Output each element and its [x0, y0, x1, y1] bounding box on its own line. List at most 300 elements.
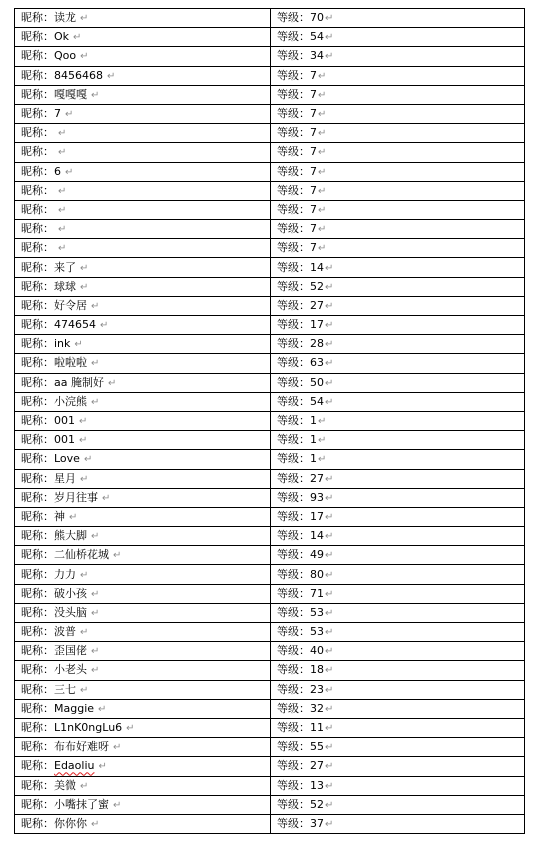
nickname-cell[interactable] [15, 181, 271, 200]
level-label: 等级： [277, 548, 310, 562]
level-cell[interactable] [271, 488, 525, 507]
level-value: 80 [310, 567, 324, 581]
level-value: 7 [310, 68, 317, 82]
paragraph-mark-icon: ↵ [58, 185, 67, 197]
level-label: 等级： [277, 644, 310, 658]
level-label: 等级： [277, 682, 310, 696]
nickname-cell[interactable] [15, 507, 271, 526]
nickname-label: 昵称： [21, 394, 54, 408]
paragraph-mark-icon: ↵ [113, 799, 122, 811]
paragraph-mark-icon: ↵ [325, 703, 334, 715]
nickname-value: 三七 [54, 682, 76, 696]
nickname-value: 474654 [54, 318, 96, 332]
table-row [15, 143, 525, 162]
paragraph-mark-icon: ↵ [325, 723, 334, 735]
level-value: 27 [310, 471, 324, 485]
level-label: 等级： [277, 164, 310, 178]
table-row [15, 316, 525, 335]
nickname-label: 昵称： [21, 471, 54, 485]
level-value: 17 [310, 509, 324, 523]
nickname-cell[interactable] [15, 469, 271, 488]
level-label: 等级： [277, 30, 310, 44]
level-label: 等级： [277, 126, 310, 140]
paragraph-mark-icon: ↵ [325, 492, 334, 504]
paragraph-mark-icon: ↵ [318, 204, 327, 216]
level-label: 等级： [277, 375, 310, 389]
nickname-cell[interactable] [15, 47, 271, 66]
paragraph-mark-icon: ↵ [80, 281, 89, 293]
level-cell[interactable] [271, 277, 525, 296]
level-label: 等级： [277, 279, 310, 293]
paragraph-mark-icon: ↵ [318, 416, 327, 428]
table-row [15, 757, 525, 776]
table-row [15, 565, 525, 584]
level-cell[interactable] [271, 507, 525, 526]
level-value: 55 [310, 740, 324, 754]
nickname-label: 昵称： [21, 49, 54, 63]
level-cell[interactable] [271, 680, 525, 699]
level-value: 70 [310, 11, 324, 25]
nickname-cell[interactable] [15, 124, 271, 143]
level-label: 等级： [277, 318, 310, 332]
nickname-value: ink [54, 337, 71, 351]
nickname-cell[interactable] [15, 527, 271, 546]
nickname-label: 昵称： [21, 548, 54, 562]
nickname-value: 啦啦啦 [54, 356, 87, 370]
nickname-label: 昵称： [21, 318, 54, 332]
paragraph-mark-icon: ↵ [318, 435, 327, 447]
level-value: 7 [310, 87, 317, 101]
nickname-value: 001 [54, 433, 75, 447]
paragraph-mark-icon: ↵ [91, 396, 100, 408]
level-label: 等级： [277, 567, 310, 581]
paragraph-mark-icon: ↵ [325, 588, 334, 600]
level-label: 等级： [277, 586, 310, 600]
level-cell[interactable] [271, 85, 525, 104]
level-cell[interactable] [271, 565, 525, 584]
level-cell[interactable] [271, 469, 525, 488]
level-label: 等级： [277, 145, 310, 159]
level-label: 等级： [277, 202, 310, 216]
level-cell[interactable] [271, 316, 525, 335]
nickname-value: 球球 [54, 279, 76, 293]
nickname-cell[interactable] [15, 795, 271, 814]
nickname-label: 昵称： [21, 509, 54, 523]
level-label: 等级： [277, 471, 310, 485]
nickname-value: Qoo [54, 49, 77, 63]
level-cell[interactable] [271, 200, 525, 219]
paragraph-mark-icon: ↵ [79, 416, 88, 428]
level-cell[interactable] [271, 104, 525, 123]
paragraph-mark-icon: ↵ [325, 742, 334, 754]
nickname-cell[interactable] [15, 661, 271, 680]
paragraph-mark-icon: ↵ [91, 818, 100, 830]
nickname-value: 美微 [54, 778, 76, 792]
level-label: 等级： [277, 433, 310, 447]
level-cell[interactable] [271, 411, 525, 430]
level-value: 1 [310, 414, 317, 428]
table-row [15, 718, 525, 737]
table-row [15, 431, 525, 450]
level-label: 等级： [277, 241, 310, 255]
level-label: 等级： [277, 49, 310, 63]
nickname-cell[interactable] [15, 680, 271, 699]
nickname-label: 昵称： [21, 433, 54, 447]
paragraph-mark-icon: ↵ [91, 646, 100, 658]
nickname-value: 读龙 [54, 11, 76, 25]
level-value: 71 [310, 586, 324, 600]
paragraph-mark-icon: ↵ [58, 147, 67, 159]
nickname-value: Edaoliu [54, 759, 95, 773]
nickname-label: 昵称： [21, 452, 54, 466]
table-row [15, 392, 525, 411]
nickname-value: L1nK0ngLu6 [54, 721, 123, 735]
paragraph-mark-icon: ↵ [80, 627, 89, 639]
table-row [15, 795, 525, 814]
level-cell[interactable] [271, 9, 525, 28]
paragraph-mark-icon: ↵ [80, 569, 89, 581]
level-cell[interactable] [271, 162, 525, 181]
nickname-cell[interactable] [15, 565, 271, 584]
level-label: 等级： [277, 107, 310, 121]
nickname-cell[interactable] [15, 776, 271, 795]
nickname-cell[interactable] [15, 757, 271, 776]
level-cell[interactable] [271, 220, 525, 239]
nickname-cell[interactable] [15, 718, 271, 737]
nickname-cell[interactable] [15, 354, 271, 373]
nickname-value: 神 [54, 509, 65, 523]
level-value: 53 [310, 605, 324, 619]
nickname-label: 昵称： [21, 164, 54, 178]
paragraph-mark-icon: ↵ [100, 320, 109, 332]
paragraph-mark-icon: ↵ [113, 550, 122, 562]
level-cell[interactable] [271, 373, 525, 392]
level-cell[interactable] [271, 124, 525, 143]
level-value: 7 [310, 222, 317, 236]
table-row [15, 623, 525, 642]
level-value: 14 [310, 529, 324, 543]
nickname-cell[interactable] [15, 623, 271, 642]
level-cell[interactable] [271, 546, 525, 565]
paragraph-mark-icon: ↵ [325, 262, 334, 274]
paragraph-mark-icon: ↵ [65, 166, 74, 178]
table-row [15, 584, 525, 603]
table-row [15, 162, 525, 181]
paragraph-mark-icon: ↵ [80, 780, 89, 792]
level-value: 7 [310, 241, 317, 255]
nickname-value: 你你你 [54, 816, 87, 830]
level-cell[interactable] [271, 431, 525, 450]
level-label: 等级： [277, 490, 310, 504]
paragraph-mark-icon: ↵ [91, 588, 100, 600]
paragraph-mark-icon: ↵ [318, 109, 327, 121]
level-cell[interactable] [271, 296, 525, 315]
nickname-label: 昵称： [21, 490, 54, 504]
level-cell[interactable] [271, 699, 525, 718]
level-cell[interactable] [271, 335, 525, 354]
nickname-label: 昵称： [21, 107, 54, 121]
nickname-value: 星月 [54, 471, 76, 485]
nickname-label: 昵称： [21, 222, 54, 236]
nickname-label: 昵称： [21, 663, 54, 677]
nickname-cell[interactable] [15, 239, 271, 258]
nickname-label: 昵称： [21, 605, 54, 619]
nickname-cell[interactable] [15, 85, 271, 104]
level-cell[interactable] [271, 584, 525, 603]
level-label: 等级： [277, 509, 310, 523]
level-label: 等级： [277, 356, 310, 370]
paragraph-mark-icon: ↵ [325, 511, 334, 523]
table-row [15, 814, 525, 833]
nickname-label: 昵称： [21, 183, 54, 197]
nickname-cell[interactable] [15, 738, 271, 757]
level-cell[interactable] [271, 738, 525, 757]
level-value: 1 [310, 452, 317, 466]
level-value: 14 [310, 260, 324, 274]
nickname-cell[interactable] [15, 546, 271, 565]
level-cell[interactable] [271, 392, 525, 411]
paragraph-mark-icon: ↵ [325, 339, 334, 351]
nickname-cell[interactable] [15, 296, 271, 315]
paragraph-mark-icon: ↵ [325, 627, 334, 639]
table-row [15, 680, 525, 699]
paragraph-mark-icon: ↵ [58, 224, 67, 236]
paragraph-mark-icon: ↵ [318, 166, 327, 178]
level-cell[interactable] [271, 623, 525, 642]
nickname-label: 昵称： [21, 682, 54, 696]
level-cell[interactable] [271, 527, 525, 546]
nickname-cell[interactable] [15, 277, 271, 296]
level-value: 17 [310, 318, 324, 332]
level-cell[interactable] [271, 181, 525, 200]
table-row [15, 85, 525, 104]
table-row [15, 527, 525, 546]
nickname-label: 昵称： [21, 260, 54, 274]
level-label: 等级： [277, 759, 310, 773]
nickname-cell[interactable] [15, 220, 271, 239]
paragraph-mark-icon: ↵ [73, 32, 82, 44]
paragraph-mark-icon: ↵ [58, 128, 67, 140]
nickname-value: 熊大脚 [54, 529, 87, 543]
nickname-cell[interactable] [15, 603, 271, 622]
level-cell[interactable] [271, 143, 525, 162]
level-value: 7 [310, 145, 317, 159]
level-cell[interactable] [271, 47, 525, 66]
nickname-label: 昵称： [21, 644, 54, 658]
level-value: 28 [310, 337, 324, 351]
nickname-cell[interactable] [15, 488, 271, 507]
nickname-value: 力力 [54, 567, 76, 581]
nickname-cell[interactable] [15, 28, 271, 47]
nickname-label: 昵称： [21, 414, 54, 428]
level-value: 53 [310, 625, 324, 639]
paragraph-mark-icon: ↵ [325, 51, 334, 63]
paragraph-mark-icon: ↵ [83, 454, 93, 466]
nickname-cell[interactable] [15, 316, 271, 335]
nickname-label: 昵称： [21, 567, 54, 581]
level-label: 等级： [277, 68, 310, 82]
level-value: 40 [310, 644, 324, 658]
level-label: 等级： [277, 778, 310, 792]
paragraph-mark-icon: ↵ [79, 435, 88, 447]
level-value: 52 [310, 797, 324, 811]
paragraph-mark-icon: ↵ [318, 185, 327, 197]
paragraph-mark-icon: ↵ [91, 89, 100, 101]
level-cell[interactable] [271, 603, 525, 622]
nickname-cell[interactable] [15, 699, 271, 718]
level-value: 54 [310, 394, 324, 408]
paragraph-mark-icon: ↵ [107, 70, 116, 82]
level-label: 等级： [277, 394, 310, 408]
nickname-cell[interactable] [15, 162, 271, 181]
paragraph-mark-icon: ↵ [318, 128, 327, 140]
level-label: 等级： [277, 605, 310, 619]
paragraph-mark-icon: ↵ [325, 281, 334, 293]
paragraph-mark-icon: ↵ [325, 665, 334, 677]
nickname-cell[interactable] [15, 642, 271, 661]
table-row [15, 28, 525, 47]
level-label: 等级： [277, 222, 310, 236]
paragraph-mark-icon: ↵ [325, 320, 334, 332]
paragraph-mark-icon: ↵ [91, 531, 100, 543]
nickname-label: 昵称： [21, 740, 54, 754]
level-value: 93 [310, 490, 324, 504]
paragraph-mark-icon: ↵ [325, 761, 334, 773]
nickname-label: 昵称： [21, 241, 54, 255]
level-cell[interactable] [271, 814, 525, 833]
level-label: 等级： [277, 529, 310, 543]
table-row [15, 258, 525, 277]
nickname-value: 没头脑 [54, 605, 87, 619]
table-row [15, 124, 525, 143]
table-row [15, 776, 525, 795]
paragraph-mark-icon: ↵ [98, 703, 107, 715]
nickname-cell[interactable] [15, 431, 271, 450]
paragraph-mark-icon: ↵ [65, 109, 74, 121]
paragraph-mark-icon: ↵ [91, 607, 100, 619]
level-cell[interactable] [271, 661, 525, 680]
nickname-label: 昵称： [21, 625, 54, 639]
paragraph-mark-icon: ↵ [325, 473, 334, 485]
nickname-cell[interactable] [15, 584, 271, 603]
nickname-cell[interactable] [15, 143, 271, 162]
nickname-cell[interactable] [15, 392, 271, 411]
paragraph-mark-icon: ↵ [58, 243, 67, 255]
paragraph-mark-icon: ↵ [325, 780, 334, 792]
paragraph-mark-icon: ↵ [325, 531, 334, 543]
paragraph-mark-icon: ↵ [325, 550, 334, 562]
level-label: 等级： [277, 87, 310, 101]
level-cell[interactable] [271, 66, 525, 85]
nickname-cell[interactable] [15, 258, 271, 277]
paragraph-mark-icon: ↵ [318, 147, 327, 159]
level-cell[interactable] [271, 354, 525, 373]
nickname-value: 二仙桥花城 [54, 548, 109, 562]
table-row [15, 66, 525, 85]
level-label: 等级： [277, 740, 310, 754]
nickname-label: 昵称： [21, 778, 54, 792]
nickname-cell[interactable] [15, 335, 271, 354]
table-row [15, 699, 525, 718]
level-label: 等级： [277, 260, 310, 274]
level-cell[interactable] [271, 795, 525, 814]
paragraph-mark-icon: ↵ [113, 742, 122, 754]
nickname-value: 7 [54, 107, 61, 121]
level-label: 等级： [277, 11, 310, 25]
level-value: 54 [310, 30, 324, 44]
table-row [15, 239, 525, 258]
table-row [15, 354, 525, 373]
level-label: 等级： [277, 797, 310, 811]
level-value: 18 [310, 663, 324, 677]
nickname-value: 小嘴抹了蜜 [54, 797, 109, 811]
table-row [15, 296, 525, 315]
nickname-value: 好令居 [54, 298, 87, 312]
nickname-cell[interactable] [15, 104, 271, 123]
level-value: 27 [310, 759, 324, 773]
nickname-cell[interactable] [15, 411, 271, 430]
paragraph-mark-icon: ↵ [80, 684, 89, 696]
paragraph-mark-icon: ↵ [91, 358, 100, 370]
paragraph-mark-icon: ↵ [325, 799, 334, 811]
nickname-value: 岁月往事 [54, 490, 98, 504]
level-cell[interactable] [271, 450, 525, 469]
nickname-cell[interactable] [15, 814, 271, 833]
level-cell[interactable] [271, 28, 525, 47]
table-row [15, 277, 525, 296]
paragraph-mark-icon: ↵ [91, 665, 100, 677]
paragraph-mark-icon: ↵ [325, 300, 334, 312]
level-value: 23 [310, 682, 324, 696]
nickname-cell[interactable] [15, 9, 271, 28]
nickname-cell[interactable] [15, 66, 271, 85]
table-row [15, 642, 525, 661]
nickname-label: 昵称： [21, 126, 54, 140]
nickname-label: 昵称： [21, 797, 54, 811]
table-row [15, 603, 525, 622]
paragraph-mark-icon: ↵ [91, 300, 100, 312]
level-cell[interactable] [271, 718, 525, 737]
level-cell[interactable] [271, 258, 525, 277]
nickname-value: 嘎嘎嘎 [54, 87, 87, 101]
nickname-value: 6 [54, 164, 61, 178]
level-value: 50 [310, 375, 324, 389]
level-label: 等级： [277, 721, 310, 735]
level-cell[interactable] [271, 642, 525, 661]
level-value: 49 [310, 548, 324, 562]
nickname-value: 001 [54, 414, 75, 428]
nickname-cell[interactable] [15, 373, 271, 392]
nickname-cell[interactable] [15, 200, 271, 219]
level-cell[interactable] [271, 757, 525, 776]
paragraph-mark-icon: ↵ [74, 339, 83, 351]
paragraph-mark-icon: ↵ [325, 607, 334, 619]
nickname-label: 昵称： [21, 529, 54, 543]
nickname-cell[interactable] [15, 450, 271, 469]
level-value: 1 [310, 433, 317, 447]
level-value: 37 [310, 816, 324, 830]
level-cell[interactable] [271, 776, 525, 795]
level-value: 13 [310, 778, 324, 792]
paragraph-mark-icon: ↵ [80, 473, 89, 485]
paragraph-mark-icon: ↵ [80, 13, 89, 25]
nickname-label: 昵称： [21, 87, 54, 101]
table-row [15, 507, 525, 526]
nickname-level-table [14, 8, 525, 834]
nickname-label: 昵称： [21, 816, 54, 830]
level-cell[interactable] [271, 239, 525, 258]
paragraph-mark-icon: ↵ [58, 204, 67, 216]
